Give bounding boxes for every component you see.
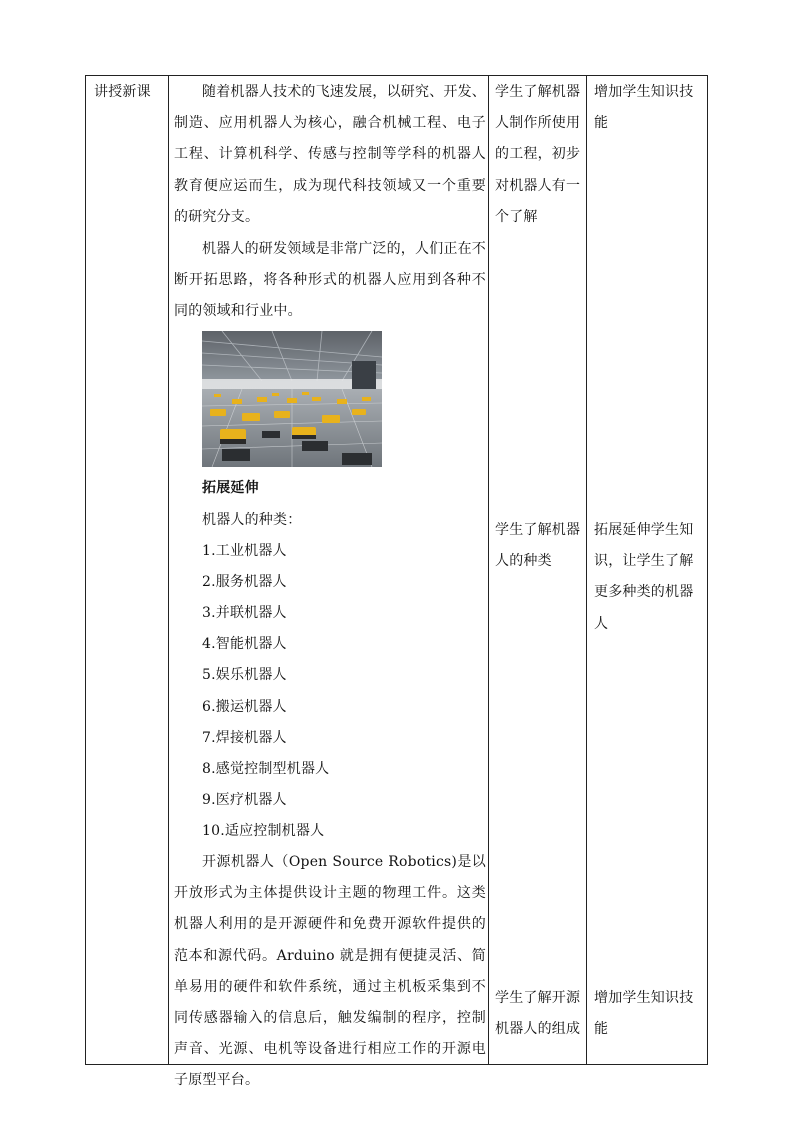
types-intro: 机器人的种类： [202, 512, 302, 528]
stage-label: 讲授新课 [94, 84, 151, 100]
list-item: 10.适应控制机器人 [202, 823, 325, 839]
research-paragraph: 机器人的研发领域是非常广泛的，人们正在不断开拓思路，将各种形式的机器人应用到各种不同的领域和行业中。 [174, 241, 486, 320]
list-item: 9.医疗机器人 [202, 792, 287, 808]
lesson-plan-table [85, 75, 708, 1089]
student-activity-2: 学生了解机器人的种类 [495, 522, 581, 570]
student-activity-cell [489, 76, 587, 1065]
design-intent-1: 增加学生知识技能 [594, 84, 694, 132]
intro-paragraph: 随着机器人技术的飞速发展，以研究、开发、制造、应用机器人为核心，融合机械工程、电子工程、计算机科学、传感与控制等学科的机器人教育便应运而生，成为现代科技领域又一个重要的研究分支。 [174, 84, 486, 225]
stage-cell [86, 76, 169, 1065]
list-item: 4.智能机器人 [202, 636, 287, 652]
open-source-paragraph: 开源机器人（Open Source Robotics)是以开放形式为主体提供设计主题的物理工件。这类机器人利用的是开源硬件和免费开源软件提供的范本和源代码。Arduino 就是拥有便捷灵活、简单易用的硬件和软件系统，通过主机板采集到不同传感器输入的信息后，触发编制的程序，控制声音、光源、电机等设备进行相应工作的开源电子原型平台。 [174, 854, 486, 1089]
design-intent-cell [587, 76, 708, 1065]
table-row [86, 76, 708, 1065]
list-item: 8.感觉控制型机器人 [202, 761, 330, 777]
list-item: 1.工业机器人 [202, 543, 287, 559]
content-cell [169, 76, 489, 1089]
design-intent-2: 拓展延伸学生知识，让学生了解更多种类的机器人 [594, 522, 694, 632]
list-item: 6.搬运机器人 [202, 699, 287, 715]
list-item: 7.焊接机器人 [202, 730, 287, 746]
extension-heading: 拓展延伸 [202, 480, 259, 496]
design-intent-3: 增加学生知识技能 [594, 990, 694, 1038]
student-activity-1: 学生了解机器人制作所使用的工程，初步对机器人有一个了解 [495, 84, 581, 225]
warehouse-robots-photo [202, 331, 382, 467]
list-item: 2.服务机器人 [202, 574, 287, 590]
list-item: 5.娱乐机器人 [202, 667, 287, 683]
student-activity-3: 学生了解开源机器人的组成 [495, 990, 581, 1038]
list-item: 3.并联机器人 [202, 605, 287, 621]
